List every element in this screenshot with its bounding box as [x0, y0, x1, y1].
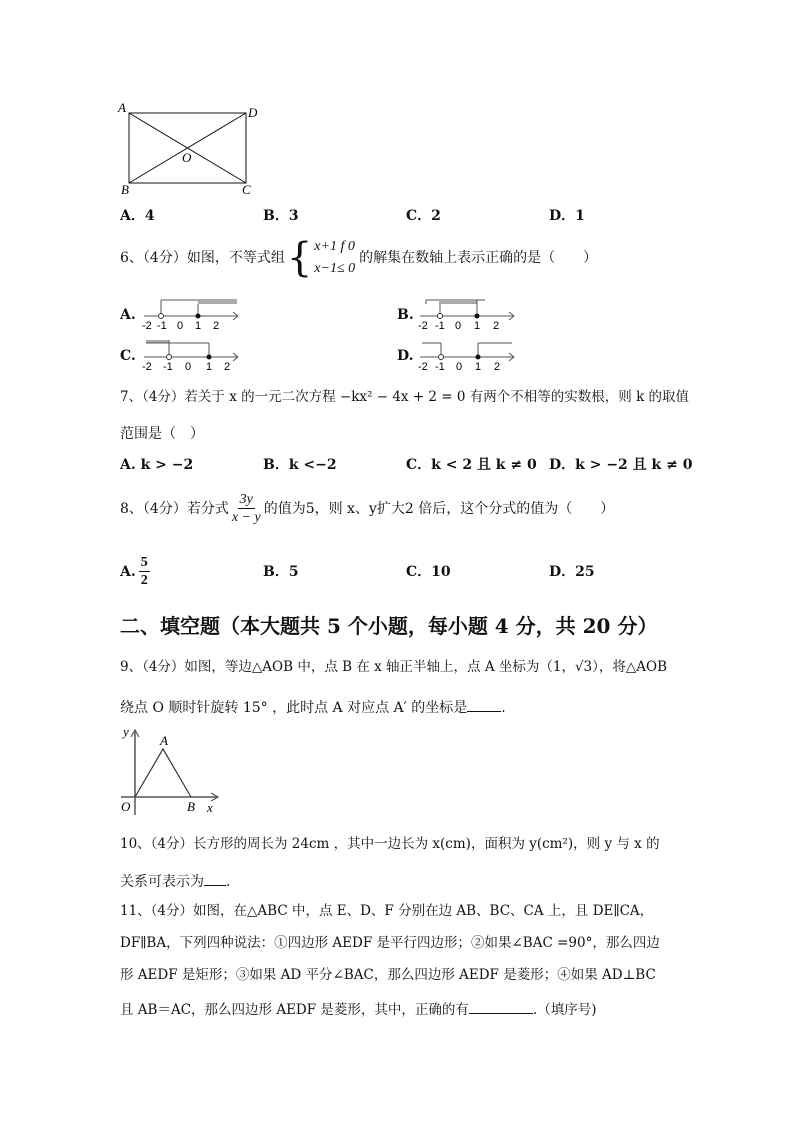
label-o: O	[182, 150, 192, 165]
q11-line-4	[120, 1001, 596, 1018]
section-heading: 二、填空题（本大题共 5 个小题，每小题 4 分，共 20 分）	[120, 614, 658, 638]
q6-inequality-2: x−1≤ 0	[314, 261, 356, 276]
numerator: 3y	[238, 492, 255, 509]
tick: 0	[456, 361, 463, 373]
q11-line-4-text: 且 AB＝AC，那么四边形 AEDF 是菱形，其中，正确的有	[120, 1002, 469, 1018]
q8-suffix: 的值为5，则 x、y扩大2 倍后，这个分式的值为（ ）	[263, 500, 615, 517]
answer-blank[interactable]	[467, 699, 501, 712]
tick: 2	[224, 361, 231, 373]
tick: 1	[475, 361, 482, 373]
tick: 0	[177, 320, 184, 332]
label-o: O	[121, 799, 131, 814]
q8-fraction	[232, 492, 261, 526]
label-x: x	[207, 800, 213, 815]
denominator: x − y	[231, 510, 261, 526]
number-line-option-c[interactable]	[142, 337, 242, 373]
label-c: C	[242, 182, 251, 197]
tick: 2	[493, 320, 500, 332]
number-line-option-b[interactable]	[418, 296, 518, 332]
q5-option-a: A．4	[120, 208, 155, 224]
q8-option-b: B．5	[263, 563, 299, 580]
tick: 0	[455, 320, 462, 332]
q9-line-2	[120, 699, 506, 715]
tick: 1	[474, 320, 481, 332]
q7-options	[120, 458, 698, 472]
q7-option-d: D．k > −2 且 k ≠ 0	[549, 457, 693, 473]
q6-option-b-letter: B.	[397, 307, 414, 323]
q10-line-2	[120, 873, 230, 889]
fill-hint: .（填序号)	[532, 1002, 597, 1018]
tick: -1	[163, 361, 173, 373]
q6-suffix: 的解集在数轴上表示正确的是（ ）	[359, 250, 598, 266]
q6-option-d-letter: D.	[397, 348, 414, 364]
label-a: A	[118, 100, 126, 115]
period: .	[226, 874, 231, 890]
q6-option-c-letter: C.	[120, 348, 136, 364]
q10-line-2-text: 关系可表示为	[120, 874, 204, 890]
number-line-option-a[interactable]	[142, 296, 242, 332]
q5-option-c: C．2	[406, 208, 441, 224]
q5-options	[120, 209, 692, 223]
tick: 2	[213, 320, 220, 332]
q6-question	[120, 235, 598, 281]
tick: -1	[435, 361, 445, 373]
tick: -1	[435, 320, 445, 332]
q10-line-1: 10、（4分）长方形的周长为 24cm ，其中一边长为 x(cm)，面积为 y(cm²)，则 y 与 x 的	[120, 836, 660, 852]
tick: -2	[418, 320, 428, 332]
q7-option-b: B．k <−2	[263, 457, 337, 473]
label-d: D	[248, 105, 258, 120]
label-b: B	[121, 182, 129, 197]
tick: -2	[142, 361, 152, 373]
q11-line-1: 11、（4分）如图，在△ABC 中，点 E、D、F 分别在边 AB、BC、CA 上，且 DE∥CA，	[120, 903, 654, 919]
q11-line-2: DF∥BA，下列四种说法：①四边形 AEDF 是平行四边形；②如果∠BAC =90°，那么四边	[120, 935, 660, 951]
label-a: A	[160, 733, 168, 748]
q7-option-a: A. k > −2	[120, 457, 194, 473]
q8-option-d: D．25	[549, 563, 595, 580]
q7-option-c: C．k < 2 且 k ≠ 0	[406, 457, 537, 473]
number-line-option-d[interactable]	[418, 337, 518, 373]
rectangle-abcd-figure	[112, 98, 272, 198]
triangle-aob-figure	[118, 725, 228, 817]
q8-option-a-fraction	[139, 555, 150, 589]
answer-blank[interactable]	[469, 1001, 533, 1014]
brace: {	[286, 235, 313, 281]
tick: -2	[142, 320, 152, 332]
q6-prefix: 6、（4分）如图，不等式组	[120, 250, 285, 266]
q5-option-d: D．1	[549, 208, 585, 224]
q8-option-a	[120, 555, 257, 589]
q8-option-c: C．10	[406, 563, 451, 580]
denominator: 2	[140, 573, 148, 589]
period: .	[501, 700, 506, 716]
q6-option-a-letter: A.	[120, 307, 136, 323]
answer-blank[interactable]	[204, 873, 226, 886]
tick: 1	[206, 361, 213, 373]
tick: -1	[157, 320, 167, 332]
q8-option-a-letter: A.	[120, 563, 136, 580]
q9-line-2-text: 绕点 O 顺时针旋转 15° ，此时点 A 对应点 A′ 的坐标是	[120, 700, 468, 716]
q11-line-3: 形 AEDF 是矩形；③如果 AD 平分∠BAC，那么四边形 AEDF 是菱形；④如果 AD⊥BC	[120, 967, 656, 983]
q8-prefix: 8、（4分）若分式	[120, 500, 229, 517]
q5-option-b: B．3	[263, 208, 299, 224]
label-y: y	[123, 725, 129, 739]
numerator: 5	[139, 555, 150, 572]
tick: -2	[418, 361, 428, 373]
q7-line-2: 范围是（ ）	[120, 426, 204, 442]
q8-question	[120, 492, 614, 526]
q7-line-1: 7、（4分）若关于 x 的一元二次方程 −kx² − 4x + 2 = 0 有两个不相等的实数根，则 k 的取值	[120, 389, 690, 405]
tick: 1	[195, 320, 202, 332]
tick: 2	[494, 361, 501, 373]
label-b: B	[187, 799, 195, 814]
tick: 0	[185, 361, 192, 373]
q6-inequality-1: x+1 f 0	[314, 239, 355, 254]
q8-options	[120, 555, 692, 589]
q9-line-1: 9、（4分）如图，等边△AOB 中，点 B 在 x 轴正半轴上，点 A 坐标为（1，√3），将△AOB	[120, 659, 668, 675]
